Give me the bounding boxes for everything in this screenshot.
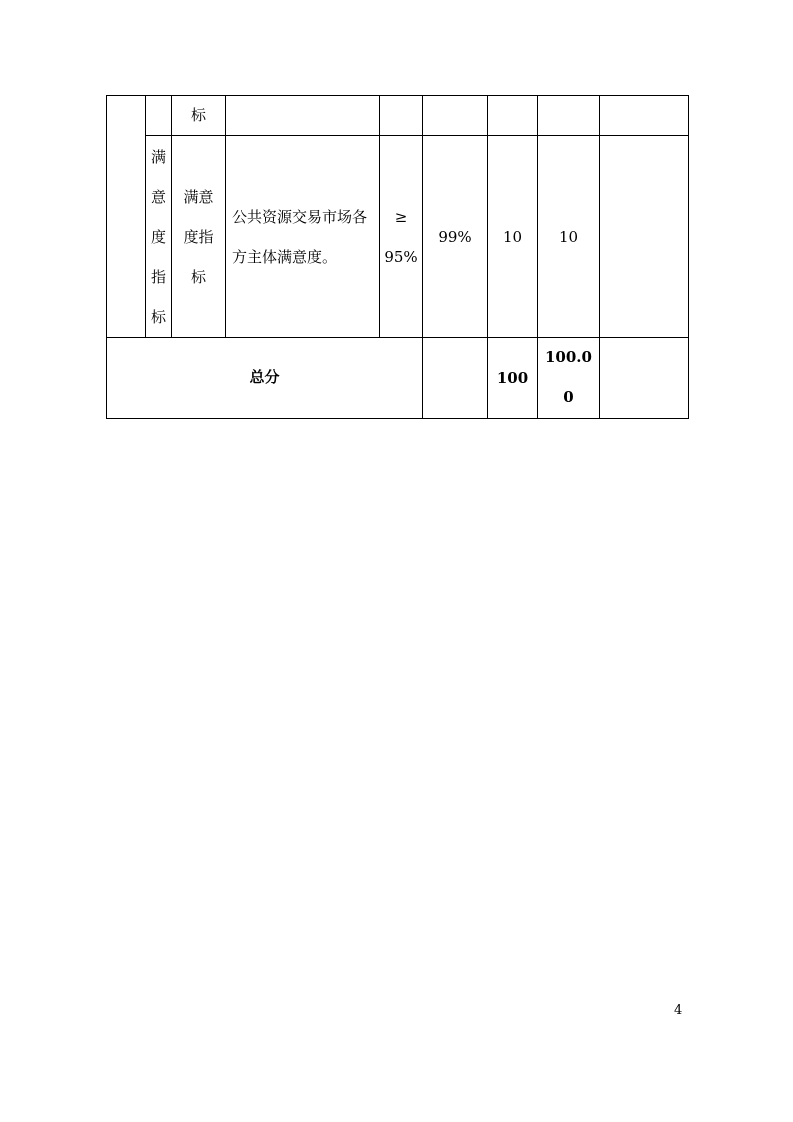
category-char: 度 <box>150 228 166 246</box>
total-weight: 100 <box>496 369 529 387</box>
target-line: 95% <box>384 248 418 266</box>
row1-subcat-label: 标 <box>190 106 206 124</box>
table-top-border <box>106 95 689 96</box>
total-label: 总分 <box>249 368 280 386</box>
col-line <box>145 95 146 338</box>
total-score-line: 100.0 <box>545 348 592 366</box>
col-line <box>171 95 172 338</box>
total-score-line: 0 <box>563 388 574 406</box>
table-bottom-border <box>106 418 689 419</box>
col-line <box>422 95 423 419</box>
col-line <box>599 95 600 419</box>
subcat-line: 标 <box>190 268 206 286</box>
page-number: 4 <box>674 1003 683 1018</box>
row-divider-1 <box>145 135 689 136</box>
row2-score: 10 <box>558 228 579 246</box>
category-char: 满 <box>150 148 166 166</box>
category-char: 意 <box>150 188 166 206</box>
subcat-line: 度指 <box>183 228 214 246</box>
col-line <box>537 95 538 419</box>
category-char: 指 <box>150 268 166 286</box>
col-line <box>225 95 226 338</box>
table-right-border <box>688 95 689 419</box>
row2-actual: 99% <box>438 228 472 246</box>
indicator-line: 方主体满意度。 <box>232 248 338 266</box>
row2-weight: 10 <box>502 228 523 246</box>
subcat-line: 满意 <box>183 188 214 206</box>
category-char: 标 <box>150 308 166 326</box>
target-line: ≥ <box>394 208 408 226</box>
row-divider-2 <box>106 337 689 338</box>
indicator-line: 公共资源交易市场各 <box>232 208 368 226</box>
